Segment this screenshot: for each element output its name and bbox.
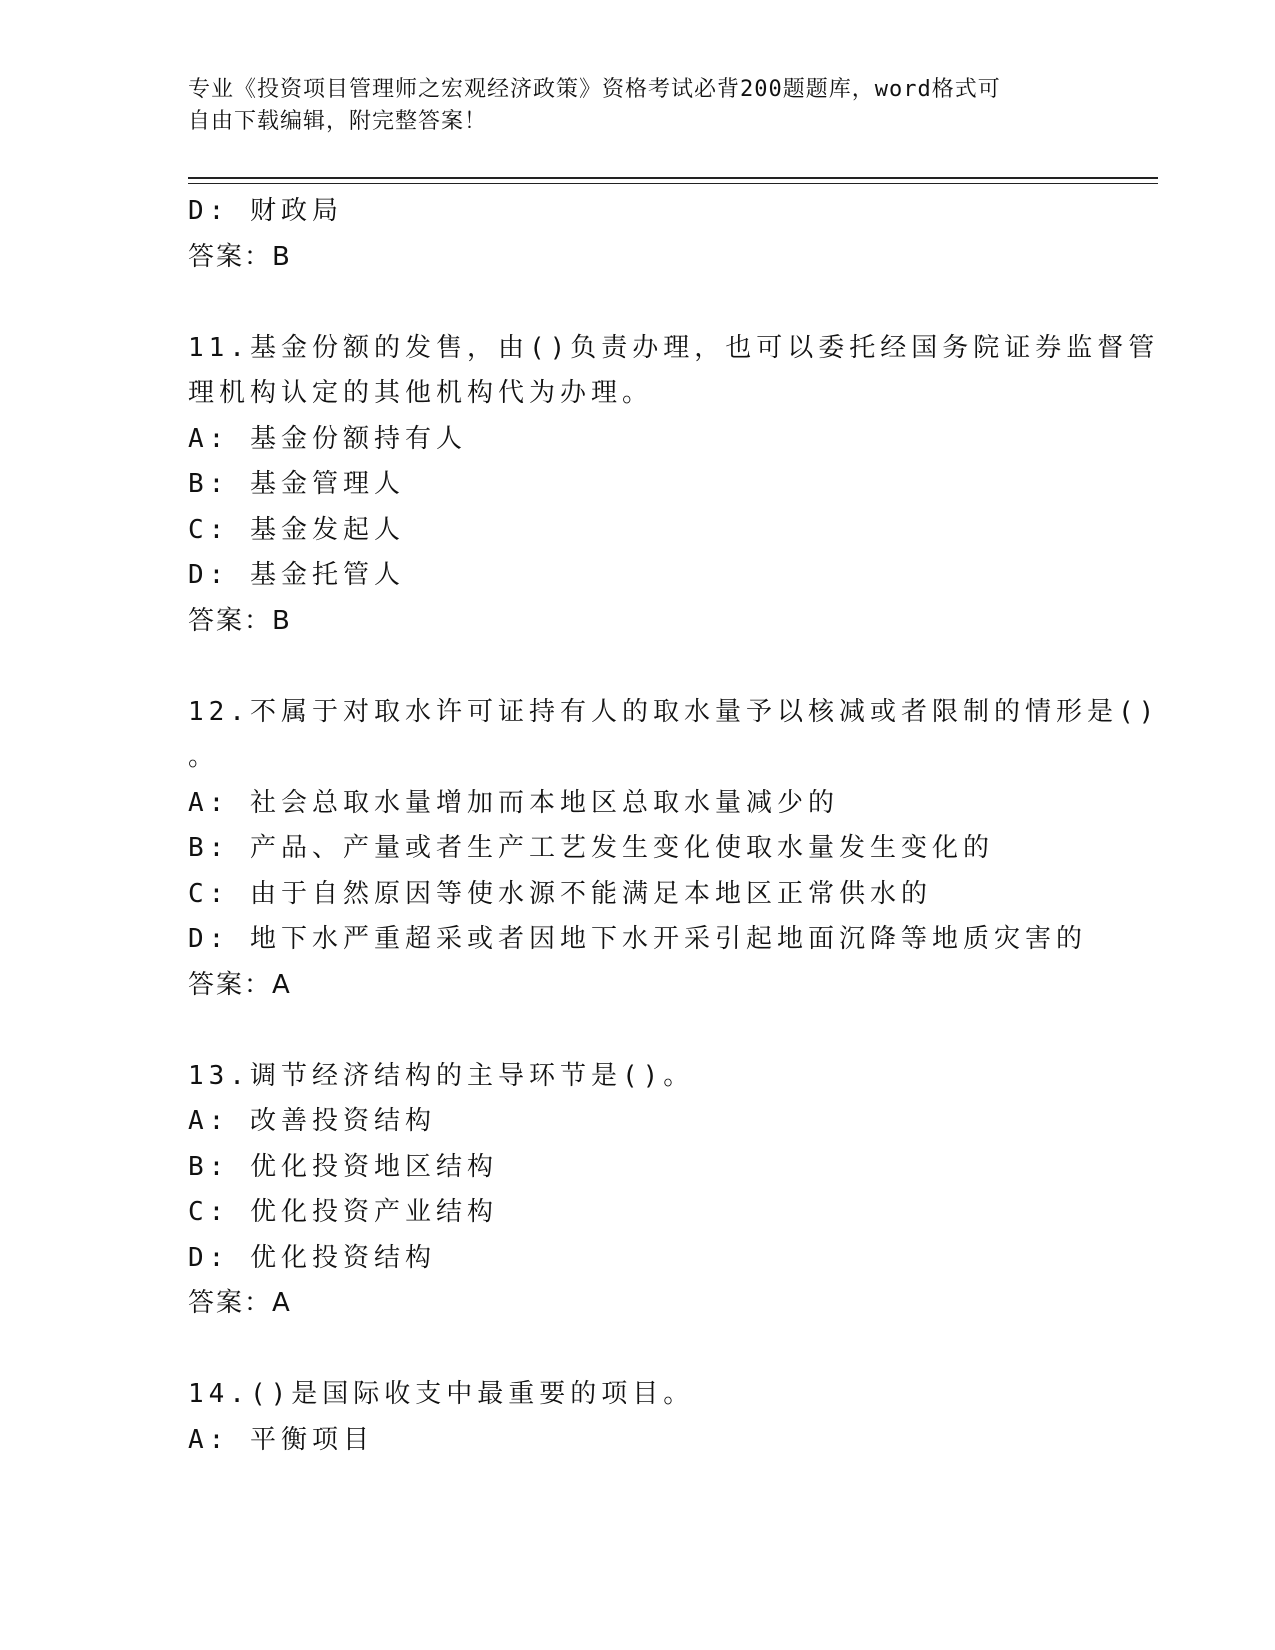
header-line-1: 专业《投资项目管理师之宏观经济政策》资格考试必背200题题库，word格式可 xyxy=(188,77,1001,102)
question-12 xyxy=(188,690,1160,1009)
answer: 答案：B xyxy=(188,605,292,636)
header-line-2: 自由下载编辑，附完整答案！ xyxy=(188,109,488,134)
option-c: C: 优化投资产业结构 xyxy=(188,1197,498,1227)
spacer xyxy=(188,1327,1088,1373)
question-text: 11.基金份额的发售，由()负责办理，也可以委托经国务院证券监督管 xyxy=(188,332,1160,363)
spacer xyxy=(188,644,1088,690)
header-rule-thick xyxy=(188,177,1158,179)
question-13 xyxy=(188,1054,1088,1327)
question-text: 13.调节经济结构的主导环节是()。 xyxy=(188,1060,695,1091)
question-11 xyxy=(188,326,1160,645)
answer: 答案：A xyxy=(188,969,292,1000)
option-a: A: 改善投资结构 xyxy=(188,1106,436,1136)
header-rule-thin xyxy=(188,183,1158,184)
option-b: B: 优化投资地区结构 xyxy=(188,1151,498,1182)
option-b: B: 基金管理人 xyxy=(188,469,405,499)
question-text: 。 xyxy=(188,742,220,772)
previous-question-tail xyxy=(188,189,1088,280)
option-a: A: 社会总取水量增加而本地区总取水量减少的 xyxy=(188,787,839,818)
option-a: A: 基金份额持有人 xyxy=(188,423,467,454)
spacer xyxy=(188,1008,1088,1054)
question-text: 14.()是国际收支中最重要的项目。 xyxy=(188,1379,695,1409)
option-a: A: 平衡项目 xyxy=(188,1424,374,1455)
option-b: B: 产品、产量或者生产工艺发生变化使取水量发生变化的 xyxy=(188,833,994,863)
answer: 答案：B xyxy=(188,241,292,272)
answer: 答案：A xyxy=(188,1288,292,1318)
question-14 xyxy=(188,1372,1088,1463)
question-text: 12.不属于对取水许可证持有人的取水量予以核减或者限制的情形是() xyxy=(188,696,1160,727)
question-list xyxy=(188,189,1160,1463)
option-d: D: 优化投资结构 xyxy=(188,1242,436,1273)
option-c: C: 由于自然原因等使水源不能满足本地区正常供水的 xyxy=(188,878,932,909)
document-header xyxy=(188,74,1068,138)
spacer xyxy=(188,280,1088,326)
question-text: 理机构认定的其他机构代为办理。 xyxy=(188,378,654,408)
option-d: D: 财政局 xyxy=(188,196,343,226)
option-d: D: 基金托管人 xyxy=(188,560,405,590)
option-d: D: 地下水严重超采或者因地下水开采引起地面沉降等地质灾害的 xyxy=(188,924,1087,954)
option-c: C: 基金发起人 xyxy=(188,514,405,545)
